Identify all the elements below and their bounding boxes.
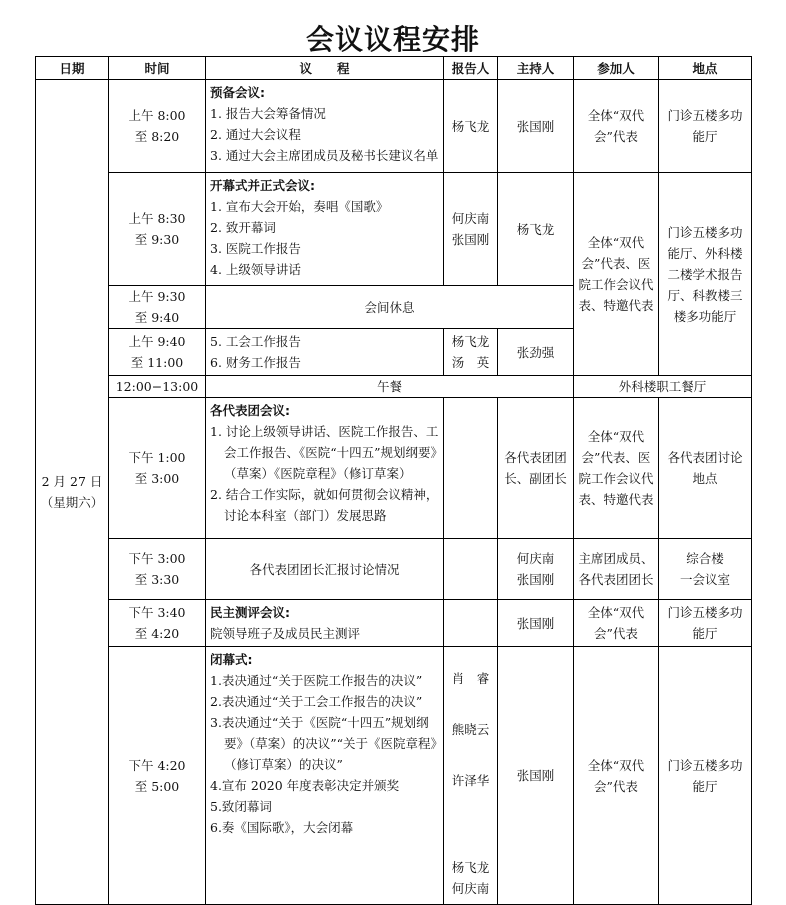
table-row	[36, 539, 752, 600]
agenda-item: 2. 通过大会议程	[210, 127, 301, 142]
attendees-cell: 主席团成员、各代表团团长	[574, 539, 659, 600]
agenda-item: 5.致闭幕词	[210, 799, 272, 814]
reporter-name: 杨飞龙	[451, 334, 490, 349]
time-cell	[109, 173, 206, 286]
page-title: 会议议程安排	[305, 23, 480, 56]
header-reporter: 报告人	[444, 57, 498, 80]
time-end: 至 5:00	[134, 778, 180, 794]
spacer	[448, 740, 493, 770]
agenda-cell	[206, 647, 444, 905]
time-start: 下午 3:00	[128, 551, 186, 566]
agenda-item: 2. 结合工作实际，就如何贯彻会议精神，讨论本科室（部门）发展思路	[210, 487, 439, 523]
host-name: 何庆南	[516, 551, 555, 566]
agenda-item: 4.宣布 2020 年度表彰决定并颁奖	[210, 778, 400, 793]
reporter-cell: 杨飞龙	[444, 80, 498, 173]
agenda-item: 6.奏《国际歌》，大会闭幕	[210, 820, 354, 835]
attendees-cell: 全体“双代会”代表、医院工作会议代表、特邀代表	[574, 173, 659, 376]
time-end: 至 4:20	[134, 626, 180, 641]
host-cell: 张国刚	[498, 647, 574, 905]
host-cell: 张劲强	[498, 329, 574, 376]
agenda-item: 6. 财务工作报告	[210, 355, 301, 370]
break-cell: 会间休息	[206, 286, 574, 329]
header-place: 地点	[659, 57, 752, 80]
time-cell	[109, 600, 206, 647]
header-attendees: 参加人	[574, 57, 659, 80]
table-row	[36, 647, 752, 905]
header-date: 日期	[36, 57, 109, 80]
session-heading: 开幕式并正式会议:	[210, 178, 315, 193]
spacer	[448, 827, 493, 857]
time-start: 上午 9:40	[128, 334, 186, 349]
agenda-cell	[206, 80, 444, 173]
agenda-cell	[206, 329, 444, 376]
agenda-cell	[206, 173, 444, 286]
time-end: 至 3:30	[134, 572, 180, 587]
agenda-item: 3. 医院工作报告	[210, 241, 301, 256]
place-cell: 门诊五楼多功能厅	[659, 647, 752, 905]
attendees-cell: 全体“双代会”代表	[574, 600, 659, 647]
time-cell	[109, 539, 206, 600]
place-cell	[659, 539, 752, 600]
host-cell: 杨飞龙	[498, 173, 574, 286]
session-heading: 预备会议:	[210, 85, 265, 100]
agenda-item: 3. 通过大会主席团成员及秘书长建议名单	[210, 148, 439, 163]
table-row	[36, 173, 752, 286]
place-cell: 外科楼职工餐厅	[574, 376, 752, 398]
agenda-item: 院领导班子及成员民主测评	[210, 626, 361, 641]
session-heading: 各代表团会议:	[210, 403, 290, 418]
session-heading: 民主测评会议:	[210, 605, 290, 620]
reporter-name: 许泽华	[451, 773, 490, 788]
lunch-cell: 午餐	[206, 376, 574, 398]
time-start: 上午 8:00	[128, 108, 186, 123]
host-cell: 各代表团团长、副团长	[498, 398, 574, 539]
reporter-name: 汤 英	[451, 355, 490, 370]
agenda-item: 1. 宣布大会开始，奏唱《国歌》	[210, 199, 389, 214]
reporter-name: 张国刚	[451, 232, 490, 247]
time-cell: 12:00−13:00	[109, 376, 206, 398]
header-agenda: 议 程	[206, 57, 444, 80]
time-start: 下午 3:40	[128, 605, 186, 620]
time-cell	[109, 80, 206, 173]
table-header-row	[36, 57, 752, 80]
weekday-text: （星期六）	[40, 495, 104, 510]
time-end: 至 11:00	[130, 355, 184, 370]
time-end: 至 9:40	[134, 310, 180, 325]
time-cell	[109, 647, 206, 905]
agenda-item: 3.表决通过“关于《医院“十四五”规划纲要》（草案）的决议”“关于《医院章程》（修订草案）的决议”	[210, 715, 437, 772]
attendees-cell: 全体“双代会”代表、医院工作会议代表、特邀代表	[574, 398, 659, 539]
reporter-name: 熊晓云	[451, 722, 490, 737]
session-heading: 闭幕式:	[210, 652, 253, 667]
reporter-cell	[444, 647, 498, 905]
place-line: 一会议室	[679, 572, 730, 587]
host-cell: 张国刚	[498, 80, 574, 173]
time-cell	[109, 398, 206, 539]
header-time: 时间	[109, 57, 206, 80]
agenda-table	[35, 56, 752, 905]
host-name: 张国刚	[516, 572, 555, 587]
place-line: 综合楼	[686, 551, 724, 566]
agenda-item: 2.表决通过“关于工会工作报告的决议”	[210, 694, 423, 709]
host-cell: 张国刚	[498, 600, 574, 647]
table-row	[36, 600, 752, 647]
attendees-cell: 全体“双代会”代表	[574, 647, 659, 905]
place-cell: 各代表团讨论地点	[659, 398, 752, 539]
header-host: 主持人	[498, 57, 574, 80]
time-cell	[109, 329, 206, 376]
table-row	[36, 80, 752, 173]
spacer	[448, 689, 493, 719]
time-start: 上午 8:30	[128, 211, 186, 226]
date-cell	[36, 80, 109, 905]
time-cell	[109, 286, 206, 329]
time-end: 至 3:00	[134, 471, 180, 486]
agenda-item: 1.表决通过“关于医院工作报告的决议”	[210, 673, 423, 688]
table-row	[36, 376, 752, 398]
host-cell	[498, 539, 574, 600]
place-cell: 门诊五楼多功能厅、外科楼二楼学术报告厅、科教楼三楼多功能厅	[659, 173, 752, 376]
reporter-name: 何庆南	[451, 211, 490, 226]
table-row	[36, 398, 752, 539]
reporter-cell	[444, 600, 498, 647]
reporter-name: 杨飞龙	[451, 860, 490, 875]
reporter-cell	[444, 398, 498, 539]
agenda-item: 1. 报告大会筹备情况	[210, 106, 326, 121]
time-start: 下午 1:00	[128, 450, 186, 465]
agenda-cell	[206, 600, 444, 647]
time-end: 至 8:20	[134, 129, 180, 144]
time-start: 上午 9:30	[128, 289, 186, 304]
agenda-item: 5. 工会工作报告	[210, 334, 301, 349]
reporter-cell	[444, 539, 498, 600]
reporter-name: 肖 睿	[451, 671, 490, 686]
time-start: 下午 4:20	[128, 757, 186, 773]
place-cell: 门诊五楼多功能厅	[659, 80, 752, 173]
reporter-cell	[444, 329, 498, 376]
spacer	[448, 791, 493, 827]
attendees-cell: 全体“双代会”代表	[574, 80, 659, 173]
date-text: 2 月 27 日	[41, 474, 103, 489]
place-cell: 门诊五楼多功能厅	[659, 600, 752, 647]
reporter-name: 何庆南	[451, 881, 490, 896]
time-end: 至 9:30	[134, 232, 180, 247]
agenda-cell: 各代表团团长汇报讨论情况	[206, 539, 444, 600]
agenda-item: 4. 上级领导讲话	[210, 262, 301, 277]
reporter-cell	[444, 173, 498, 286]
agenda-item: 1. 讨论上级领导讲话、医院工作报告、工会工作报告、《医院“十四五”规划纲要》（草案）《医院章程》（修订草案）	[210, 424, 439, 481]
agenda-cell	[206, 398, 444, 539]
agenda-item: 2. 致开幕词	[210, 220, 276, 235]
